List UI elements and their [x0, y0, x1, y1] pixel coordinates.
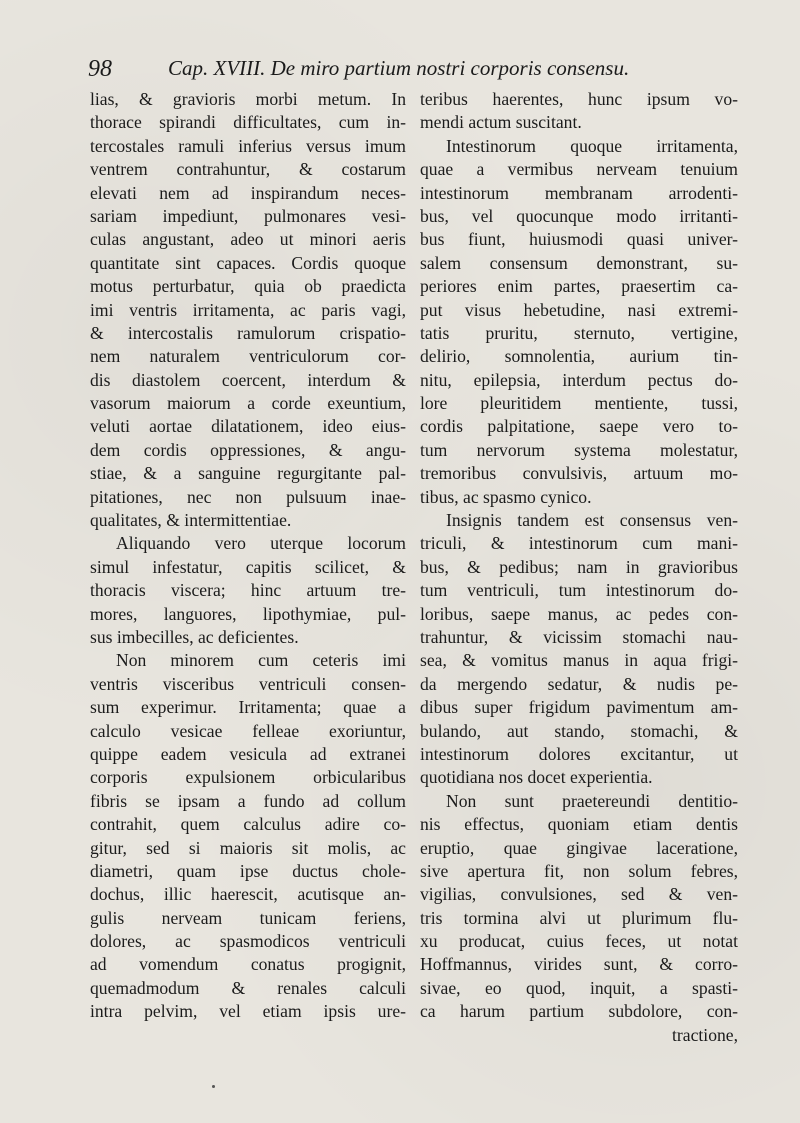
- text-line: imi ventris irritamenta, ac paris vagi,: [90, 299, 406, 320]
- text-line: bulando, aut stando, stomachi, &: [420, 720, 738, 741]
- ink-spot: [212, 1085, 215, 1088]
- text-line: trahuntur, & vicissim stomachi nau-: [420, 626, 738, 647]
- text-line: bus fiunt, huiusmodi quasi univer-: [420, 229, 738, 250]
- text-line: tum nervorum systema molestatur,: [420, 439, 738, 460]
- text-line: Intestinorum quoque irritamenta,: [446, 135, 738, 156]
- text-line: xu producat, cuius feces, ut notat: [420, 931, 738, 952]
- text-line: corporis expulsionem orbicularibus: [90, 767, 406, 788]
- text-line: ventrem contrahuntur, & costarum: [90, 159, 406, 180]
- text-line: sive apertura fit, non solum febres,: [420, 860, 738, 881]
- text-line: nem naturalem ventriculorum cor-: [90, 346, 406, 367]
- text-line: quantitate sint capaces. Cordis quoque: [90, 252, 406, 273]
- text-line: loribus, saepe manus, ac pedes con-: [420, 603, 738, 624]
- text-line: quae a vermibus nerveam tenuium: [420, 159, 738, 180]
- text-line: & intercostalis ramulorum crispatio-: [90, 322, 406, 343]
- text-line: pitationes, nec non pulsuum inae-: [90, 486, 406, 507]
- text-line: mores, languores, lipothymiae, pul-: [90, 603, 406, 624]
- page-number: 98: [88, 56, 112, 82]
- left-text-column: [90, 88, 406, 1024]
- text-line: simul infestatur, capitis scilicet, &: [90, 556, 406, 577]
- text-line: put visus hebetudine, nasi extremi-: [420, 299, 738, 320]
- text-line: diametri, quam ipse ductus chole-: [90, 860, 406, 881]
- text-line: cordis palpitatione, saepe vero to-: [420, 416, 738, 437]
- running-title: Cap. XVIII. De miro partium nostri corporis consensu.: [168, 56, 630, 80]
- text-line: tris tormina alvi ut plurimum flu-: [420, 907, 738, 928]
- text-line: culas angustant, adeo ut minori aeris: [90, 229, 406, 250]
- text-line: salem consensum demonstrant, su-: [420, 252, 738, 273]
- text-line: ca harum partium subdolore, con-: [420, 1001, 738, 1022]
- text-line: quemadmodum & renales calculi: [90, 977, 406, 998]
- text-line: sariam impediunt, pulmonares vesi-: [90, 205, 406, 226]
- text-line: intra pelvim, vel etiam ipsis ure-: [90, 1001, 406, 1022]
- text-line: tum ventriculi, tum intestinorum do-: [420, 580, 738, 601]
- text-line: lias, & gravioris morbi metum. In: [90, 89, 406, 109]
- text-line: Non minorem cum ceteris imi: [116, 650, 406, 671]
- text-line: qualitates, & intermittentiae.: [90, 510, 292, 531]
- text-line: ventris visceribus ventriculi consen-: [90, 673, 406, 694]
- text-line: dem cordis oppressiones, & angu-: [90, 439, 406, 460]
- text-line: ad vomendum conatus progignit,: [90, 954, 406, 975]
- text-line: Non sunt praetereundi dentitio-: [446, 790, 738, 811]
- text-line: Hoffmannus, virides sunt, & corro-: [420, 954, 738, 975]
- text-line: dibus super frigidum pavimentum am-: [420, 697, 738, 718]
- text-line: lore pleuritidem mentiente, tussi,: [420, 393, 738, 414]
- text-line: dochus, illic haerescit, acutisque an-: [90, 884, 406, 905]
- text-line: delirio, somnolentia, aurium tin-: [420, 346, 738, 367]
- text-line: fibris se ipsam a fundo ad collum: [90, 790, 406, 811]
- text-line: tatis pruritu, sternuto, vertigine,: [420, 322, 738, 343]
- text-line: gitur, sed si maioris sit molis, ac: [90, 837, 406, 858]
- text-line: veluti aortae dilatationem, ideo eius-: [90, 416, 406, 437]
- text-line: bus, & pedibus; nam in gravioribus: [420, 556, 738, 577]
- text-line: nis effectus, quoniam etiam dentis: [420, 814, 738, 835]
- text-line: sivae, eo quod, inquit, a spasti-: [420, 977, 738, 998]
- text-line: dolores, ac spasmodicos ventriculi: [90, 931, 406, 952]
- text-line: nitu, epilepsia, interdum pectus do-: [420, 369, 738, 390]
- text-line: thorace spirandi difficultates, cum in-: [90, 112, 406, 133]
- text-line: teribus haerentes, hunc ipsum vo-: [420, 89, 738, 109]
- text-line: da mergendo sedatur, & nudis pe-: [420, 673, 738, 694]
- text-line: vasorum maiorum a corde exeuntium,: [90, 393, 406, 414]
- text-line: contrahit, quem calculus adire co-: [90, 814, 406, 835]
- text-line: periores enim partes, praesertim ca-: [420, 276, 738, 297]
- text-line: vigilias, convulsiones, sed & ven-: [420, 884, 738, 905]
- right-text-column: [420, 88, 738, 1047]
- text-line: sus imbecilles, ac deficientes.: [90, 626, 299, 647]
- text-line: Insignis tandem est consensus ven-: [446, 510, 738, 531]
- page-header: [88, 52, 708, 86]
- text-line: tibus, ac spasmo cynico.: [420, 486, 592, 507]
- text-line: quotidiana nos docet experientia.: [420, 767, 653, 788]
- text-line: thoracis viscera; hinc artuum tre-: [90, 580, 406, 601]
- text-line: gulis nerveam tunicam feriens,: [90, 907, 406, 928]
- text-line: tractione,: [672, 1024, 738, 1045]
- text-line: eruptio, quae gingivae laceratione,: [420, 837, 738, 858]
- text-line: sea, & vomitus manus in aqua frigi-: [420, 650, 738, 671]
- text-line: motus perturbatur, quia ob praedicta: [90, 276, 406, 297]
- text-line: intestinorum dolores excitantur, ut: [420, 743, 738, 764]
- text-line: quippe eadem vesicula ad extranei: [90, 743, 406, 764]
- text-line: tercostales ramuli inferius versus imum: [90, 135, 406, 156]
- text-line: elevati nem ad inspirandum neces-: [90, 182, 406, 203]
- text-line: Aliquando vero uterque locorum: [116, 533, 406, 554]
- text-line: stiae, & a sanguine regurgitante pal-: [90, 463, 406, 484]
- text-line: tremoribus convulsivis, artuum mo-: [420, 463, 738, 484]
- text-line: intestinorum membranam arrodenti-: [420, 182, 738, 203]
- text-line: triculi, & intestinorum cum mani-: [420, 533, 738, 554]
- text-line: dis diastolem coercent, interdum &: [90, 369, 406, 390]
- text-line: mendi actum suscitant.: [420, 112, 582, 133]
- text-line: calculo vesicae felleae exoriuntur,: [90, 720, 406, 741]
- text-line: sum experimur. Irritamenta; quae a: [90, 697, 406, 718]
- text-line: bus, vel quocunque modo irritanti-: [420, 205, 738, 226]
